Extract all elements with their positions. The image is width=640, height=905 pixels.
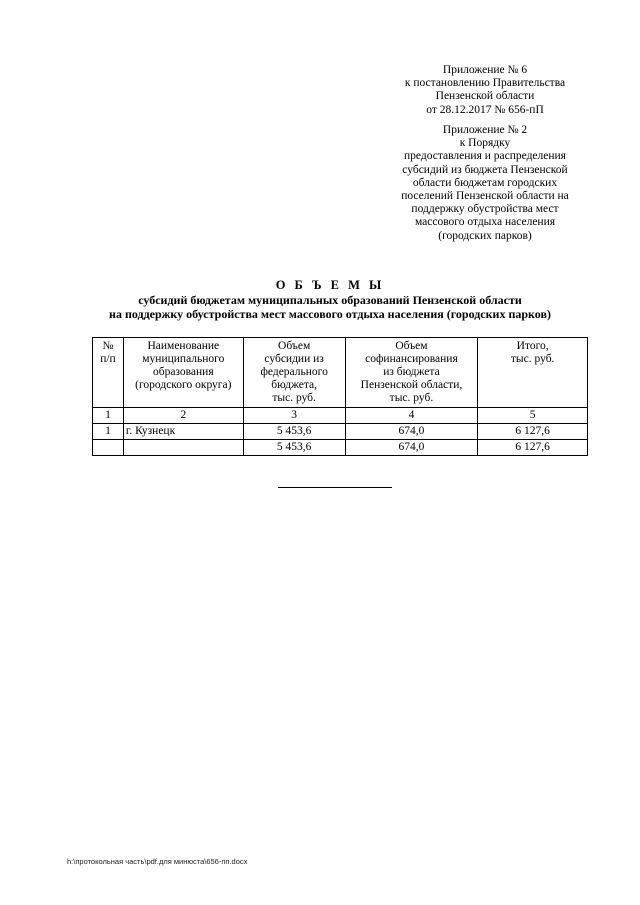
appendix-6-line: к постановлению Правительства [404,77,566,90]
file-path-footer: h:\протокольная часть\pdf.для минюста\656-пп.docx [67,857,248,866]
appendix-2-line: массового отдыха населения [414,216,556,229]
row-index-cell [93,440,124,456]
appendix-2-line: поселений Пензенской области на [401,190,569,203]
header-federal-line: Объем [278,340,311,352]
table-total-row [93,440,588,456]
appendix-6-line: от 28.12.2017 № 656-пП [426,103,544,116]
appendix-2-line: к Порядку [459,137,511,150]
appendix-6-line: Пензенской области [435,90,535,103]
header-number-line: п/п [100,353,116,365]
header-total [478,338,588,408]
cofinancing-cell: 674,0 [345,424,478,440]
appendix-2-line: Приложение № 2 [442,124,528,136]
header-cofinancing-line: Пензенской области, [360,379,463,391]
column-number-cell: 4 [345,408,478,424]
column-number-cell: 5 [478,408,588,424]
header-federal-line: субсидии из [264,353,324,365]
header-number-line: № [102,340,114,352]
subsidy-volume-table [92,337,588,456]
appendix-2-line: субсидий из бюджета Пензенской [402,163,568,176]
column-number-cell: 1 [93,408,124,424]
header-federal-line: тыс. руб. [272,392,316,404]
total-cell: 6 127,6 [478,424,588,440]
header-municipality-line: (городского округа) [135,379,232,391]
header-federal-line: федерального [260,366,328,378]
table-header-row [93,338,588,408]
header-total-line: тыс. руб. [510,353,555,365]
header-municipality [123,338,243,408]
document-title [40,278,620,322]
header-number [93,338,124,408]
column-numbering-row [93,408,588,424]
closing-divider [278,487,392,488]
municipality-cell: г. Кузнецк [123,424,243,440]
header-municipality-line: муниципального [142,353,225,365]
table-row [93,424,588,440]
municipality-cell [123,440,243,456]
federal-subsidy-cell: 5 453,6 [243,440,345,456]
header-federal-line: бюджета, [271,379,318,391]
header-cofinancing-line: из бюджета [383,366,440,378]
header-municipality-line: образования [152,366,214,378]
title-line-2: на поддержку обустройства мест массового отдыха населения (городских парков) [109,307,551,321]
row-index-cell: 1 [93,424,124,440]
appendix-6-line: Приложение № 6 [442,64,528,76]
column-number-cell: 3 [243,408,345,424]
appendix-2-line: (городских парков) [438,229,532,242]
title-heading: О Б Ъ Е М Ы [275,278,385,292]
header-cofinancing-line: Объем [395,340,428,352]
cofinancing-cell: 674,0 [345,440,478,456]
appendix-6-header [370,64,600,117]
header-cofinancing-line: софинансирования [365,353,458,365]
header-federal-subsidy [243,338,345,408]
federal-subsidy-cell: 5 453,6 [243,424,345,440]
title-line-1: субсидий бюджетам муниципальных образований Пензенской области [138,292,522,307]
appendix-2-line: предоставления и распределения [404,150,566,163]
appendix-2-header [370,124,600,243]
column-number-cell: 2 [123,408,243,424]
header-cofinancing [345,338,478,408]
appendix-2-line: поддержку обустройства мест [411,203,559,216]
header-cofinancing-line: тыс. руб. [389,392,434,404]
total-cell: 6 127,6 [478,440,588,456]
header-total-line: Итого, [516,340,549,352]
appendix-2-line: области бюджетам городских [412,176,558,189]
header-municipality-line: Наименование [147,340,220,352]
